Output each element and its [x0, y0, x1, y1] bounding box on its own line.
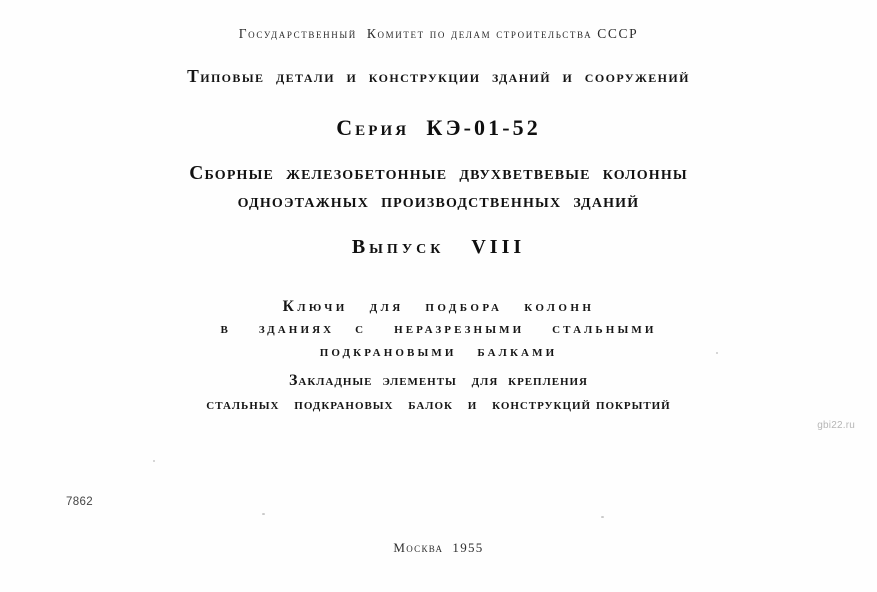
ministry-heading: Государственный Комитет по делам строительства СССР: [238, 26, 639, 41]
section-one-line-3: подкрановыми балками: [319, 342, 558, 360]
issue-number: Выпуск VIII: [351, 236, 526, 258]
watermark-label: gbi22.ru: [817, 420, 855, 431]
subject-line-2: одноэтажных производственных зданий: [237, 191, 640, 213]
paper-speck: [153, 460, 155, 462]
paper-speck: [601, 516, 604, 518]
subject-block: [0, 160, 877, 217]
paper-speck: [716, 352, 718, 354]
series-number: Серия КЭ-01-52: [336, 115, 541, 140]
section-two-line-2: стальных подкрановых балок и конструкций покрытий: [206, 396, 671, 413]
paper-speck: [262, 513, 265, 515]
section-one-block: [0, 296, 877, 363]
section-two-block: [0, 369, 877, 417]
section-one-line-1: Ключи для подбора колонн: [282, 298, 595, 315]
series-title: Типовые детали и конструкции зданий и сооружений: [187, 66, 690, 86]
section-one-line-2: в зданиях с неразрезными стальными: [220, 320, 657, 338]
subject-line-1: Сборные железобетонные двухветвевые колонны: [189, 163, 688, 184]
imprint-line: Москва 1955: [393, 540, 484, 555]
section-two-line-1: Закладные элементы для крепления: [289, 372, 588, 389]
document-number: 7862: [66, 496, 93, 508]
